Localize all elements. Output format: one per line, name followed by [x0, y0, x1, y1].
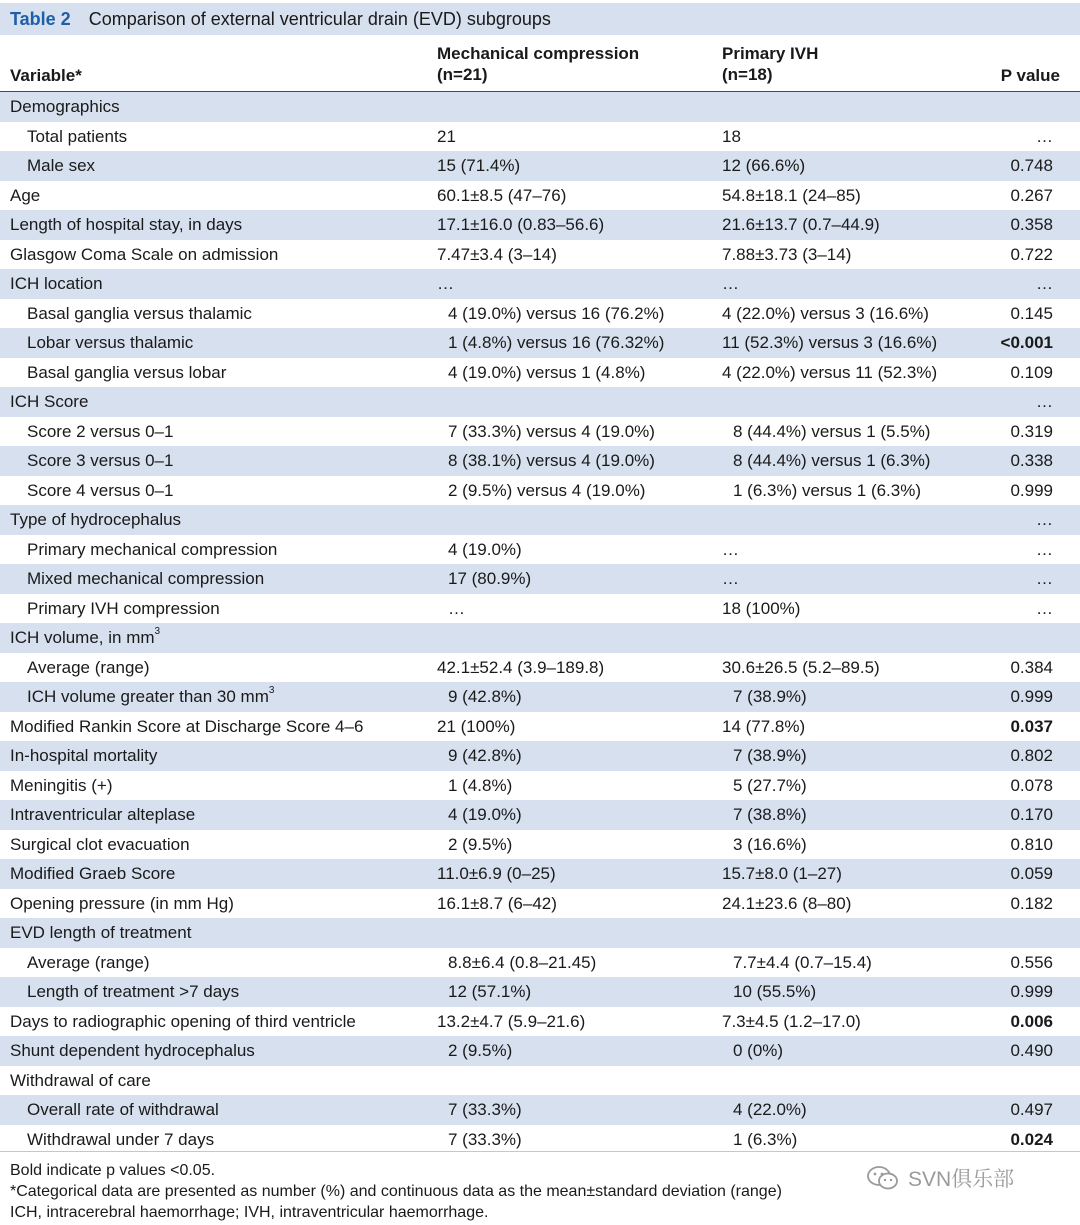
table-row: [0, 1066, 1080, 1096]
p-value-cell: 0.999: [1010, 480, 1053, 500]
primary-ivh-cell: 10 (55.5%): [733, 982, 817, 1001]
variable-cell: [10, 623, 160, 653]
table-row: [0, 358, 1080, 388]
mechanical-compression-cell: 1 (4.8%) versus 16 (76.32%): [448, 333, 665, 352]
variable-cell: [10, 889, 234, 919]
table-row: [0, 122, 1080, 152]
primary-ivh-cell: 8 (44.4%) versus 1 (6.3%): [733, 451, 931, 470]
variable-label: Primary mechanical compression: [27, 539, 278, 559]
primary-ivh-cell: …: [722, 569, 739, 588]
table-row: [0, 977, 1080, 1007]
mechanical-compression-cell: 2 (9.5%): [448, 1041, 513, 1060]
mechanical-compression-cell: 8.8±6.4 (0.8–21.45): [448, 952, 597, 972]
primary-ivh-cell: 24.1±23.6 (8–80): [722, 893, 852, 913]
p-value-cell: 0.109: [1010, 362, 1053, 382]
variable-label: Score 3 versus 0–1: [27, 451, 174, 470]
mechanical-compression-cell: 4 (19.0%): [448, 539, 522, 559]
footnote-abbreviations: ICH, intracerebral haemorrhage; IVH, intraventricular haemorrhage.: [10, 1204, 489, 1221]
variable-cell: [27, 328, 193, 358]
primary-ivh-cell: 54.8±18.1 (24–85): [722, 185, 861, 205]
primary-ivh-cell: 4 (22.0%) versus 3 (16.6%): [722, 303, 929, 323]
p-value-cell: …: [1036, 569, 1053, 588]
p-value-cell: 0.748: [1010, 156, 1053, 175]
mechanical-compression-cell: 1 (4.8%): [448, 775, 513, 795]
p-value-cell: 0.338: [1010, 451, 1053, 470]
table-row: [0, 151, 1080, 181]
variable-label: Demographics: [10, 97, 120, 116]
table-row: [0, 387, 1080, 417]
mechanical-compression-cell: 11.0±6.9 (0–25): [437, 864, 556, 883]
primary-ivh-cell: 18 (100%): [722, 598, 801, 618]
table-bottom-rule: [0, 1151, 1080, 1152]
primary-ivh-cell: 4 (22.0%) versus 11 (52.3%): [722, 362, 938, 382]
variable-cell: [27, 977, 239, 1007]
watermark-text: SVN俱乐部: [908, 1168, 1015, 1191]
primary-ivh-cell: 7 (38.9%): [733, 746, 807, 765]
header-primary-line2: (n=18): [722, 65, 773, 84]
table-row: [0, 269, 1080, 299]
header-primary-line1: Primary IVH: [722, 44, 819, 63]
primary-ivh-cell: 11 (52.3%) versus 3 (16.6%): [722, 333, 938, 352]
variable-cell: [10, 918, 191, 948]
variable-cell: [10, 92, 120, 122]
variable-cell: [27, 1125, 214, 1155]
p-value-cell: 0.006: [1010, 1011, 1053, 1031]
p-value-cell: 0.358: [1010, 215, 1053, 234]
primary-ivh-cell: 7.88±3.73 (3–14): [722, 244, 852, 264]
variable-label: ICH Score: [10, 392, 89, 411]
table-row: [0, 594, 1080, 624]
variable-label: ICH volume, in mm: [10, 628, 155, 647]
variable-label: Type of hydrocephalus: [10, 510, 182, 529]
p-value-cell: 0.497: [1010, 1100, 1053, 1119]
p-value-cell: 0.267: [1010, 185, 1053, 205]
header-mechanical-line2: (n=21): [437, 65, 488, 84]
p-value-cell: 0.037: [1010, 716, 1053, 736]
mechanical-compression-cell: 7 (33.3%): [448, 1100, 522, 1119]
table-row: [0, 1095, 1080, 1125]
primary-ivh-cell: 30.6±26.5 (5.2–89.5): [722, 657, 880, 677]
p-value-cell: 0.490: [1010, 1041, 1053, 1060]
table-row: [0, 623, 1080, 653]
variable-label: In-hospital mortality: [10, 746, 158, 765]
table-header-row: [0, 36, 1080, 92]
p-value-cell: 0.170: [1010, 805, 1053, 824]
table-row: [0, 653, 1080, 683]
variable-label: Primary IVH compression: [27, 598, 220, 618]
primary-ivh-cell: 5 (27.7%): [733, 775, 807, 795]
mechanical-compression-cell: 2 (9.5%) versus 4 (19.0%): [448, 480, 646, 500]
primary-ivh-cell: 18: [722, 126, 741, 146]
variable-cell: [10, 741, 157, 771]
variable-label: Days to radiographic opening of third ventricle: [10, 1011, 356, 1031]
primary-ivh-cell: 7.3±4.5 (1.2–17.0): [722, 1011, 861, 1031]
mechanical-compression-cell: 8 (38.1%) versus 4 (19.0%): [448, 451, 655, 470]
mechanical-compression-cell: 13.2±4.7 (5.9–21.6): [437, 1011, 586, 1031]
table-row: [0, 210, 1080, 240]
p-value-cell: 0.999: [1010, 687, 1053, 706]
table-row: [0, 948, 1080, 978]
variable-cell: [10, 181, 40, 211]
primary-ivh-cell: 3 (16.6%): [733, 834, 807, 854]
primary-ivh-cell: 0 (0%): [733, 1041, 784, 1060]
table-row: [0, 800, 1080, 830]
variable-cell: [10, 800, 195, 830]
primary-ivh-cell: …: [722, 274, 739, 293]
p-value-cell: …: [1036, 274, 1053, 293]
primary-ivh-cell: 15.7±8.0 (1–27): [722, 864, 842, 883]
variable-cell: [10, 1036, 255, 1066]
variable-cell: [10, 712, 363, 742]
variable-label: Shunt dependent hydrocephalus: [10, 1041, 255, 1060]
variable-label: Modified Graeb Score: [10, 864, 176, 883]
variable-cell: [27, 151, 95, 181]
wechat-icon: [866, 1165, 900, 1191]
variable-cell: [10, 1007, 356, 1037]
table-row: [0, 1036, 1080, 1066]
variable-label: Length of hospital stay, in days: [10, 215, 243, 234]
variable-label: Surgical clot evacuation: [10, 834, 190, 854]
mechanical-compression-cell: 21: [437, 126, 456, 146]
variable-label: Meningitis (+): [10, 775, 113, 795]
variable-label: Overall rate of withdrawal: [27, 1100, 219, 1119]
table-row: [0, 181, 1080, 211]
variable-cell: [10, 771, 113, 801]
primary-ivh-cell: 7 (38.8%): [733, 805, 807, 824]
variable-cell: [10, 387, 88, 417]
table-footnotes: [10, 1160, 782, 1223]
p-value-cell: 0.810: [1010, 834, 1053, 854]
mechanical-compression-cell: 21 (100%): [437, 716, 516, 736]
variable-label: Withdrawal of care: [10, 1070, 151, 1090]
primary-ivh-cell: 7.7±4.4 (0.7–15.4): [733, 952, 872, 972]
primary-ivh-cell: 7 (38.9%): [733, 687, 807, 706]
primary-ivh-cell: 4 (22.0%): [733, 1100, 807, 1119]
mechanical-compression-cell: …: [448, 598, 465, 618]
variable-cell: [10, 240, 278, 270]
variable-cell: [10, 210, 242, 240]
variable-label: Modified Rankin Score at Discharge Score 4–6: [10, 716, 364, 736]
header-primary-ivh: [722, 43, 818, 85]
mechanical-compression-cell: 12 (57.1%): [448, 982, 532, 1001]
table-row: [0, 535, 1080, 565]
variable-label: Opening pressure (in mm Hg): [10, 893, 234, 913]
table-row: [0, 240, 1080, 270]
p-value-cell: 0.722: [1010, 244, 1053, 264]
table-row: [0, 417, 1080, 447]
variable-label: Age: [10, 185, 41, 205]
table-row: [0, 446, 1080, 476]
table-row: [0, 918, 1080, 948]
variable-cell: [10, 269, 103, 299]
variable-cell: [10, 859, 175, 889]
variable-cell: [27, 948, 150, 978]
table-row: [0, 682, 1080, 712]
variable-label: Glasgow Coma Scale on admission: [10, 244, 279, 264]
mechanical-compression-cell: 4 (19.0%) versus 16 (76.2%): [448, 303, 665, 323]
mechanical-compression-cell: 60.1±8.5 (47–76): [437, 185, 567, 205]
variable-label: Male sex: [27, 156, 96, 175]
header-mechanical: [437, 43, 639, 85]
variable-label: Total patients: [27, 126, 128, 146]
variable-cell: [27, 446, 173, 476]
table-title-bar: [0, 3, 1080, 35]
variable-label: Basal ganglia versus thalamic: [27, 303, 252, 323]
header-p-value: P value: [1000, 66, 1060, 85]
table-row: [0, 328, 1080, 358]
variable-label: ICH volume greater than 30 mm: [27, 687, 269, 706]
variable-label: Intraventricular alteplase: [10, 805, 196, 824]
primary-ivh-cell: 8 (44.4%) versus 1 (5.5%): [733, 421, 931, 441]
table-row: [0, 830, 1080, 860]
variable-cell: [27, 417, 173, 447]
primary-ivh-cell: …: [722, 539, 739, 559]
mechanical-compression-cell: 17.1±16.0 (0.83–56.6): [437, 215, 605, 234]
variable-cell: [10, 1066, 151, 1096]
variable-cell: [10, 830, 190, 860]
p-value-cell: 0.319: [1010, 421, 1053, 441]
mechanical-compression-cell: 7.47±3.4 (3–14): [437, 244, 557, 264]
mechanical-compression-cell: 17 (80.9%): [448, 569, 532, 588]
table-row: [0, 859, 1080, 889]
variable-cell: [27, 594, 220, 624]
variable-cell: [10, 505, 181, 535]
primary-ivh-cell: 1 (6.3%) versus 1 (6.3%): [733, 480, 922, 500]
p-value-cell: …: [1036, 392, 1053, 411]
footnote-bold: Bold indicate p values <0.05.: [10, 1162, 216, 1179]
table-number: Table 2: [10, 8, 71, 29]
variable-cell: [27, 653, 150, 683]
p-value-cell: …: [1036, 598, 1053, 618]
p-value-cell: …: [1036, 126, 1053, 146]
mechanical-compression-cell: …: [437, 274, 454, 293]
p-value-cell: <0.001: [1000, 333, 1053, 352]
variable-cell: [27, 682, 274, 712]
table-row: [0, 1125, 1080, 1155]
table-row: [0, 505, 1080, 535]
primary-ivh-cell: 12 (66.6%): [722, 156, 806, 175]
mechanical-compression-cell: 2 (9.5%): [448, 834, 513, 854]
variable-cell: [27, 1095, 219, 1125]
p-value-cell: 0.024: [1010, 1129, 1053, 1149]
mechanical-compression-cell: 4 (19.0%): [448, 805, 522, 824]
table-row: [0, 712, 1080, 742]
variable-label: Basal ganglia versus lobar: [27, 362, 227, 382]
mechanical-compression-cell: 9 (42.8%): [448, 746, 522, 765]
p-value-cell: 0.182: [1010, 893, 1053, 913]
variable-cell: [27, 122, 127, 152]
mechanical-compression-cell: 4 (19.0%) versus 1 (4.8%): [448, 362, 646, 382]
superscript: 3: [268, 685, 275, 697]
table-row: [0, 564, 1080, 594]
mechanical-compression-cell: 16.1±8.7 (6–42): [437, 893, 557, 913]
variable-label: Score 2 versus 0–1: [27, 421, 174, 441]
table-row: [0, 1007, 1080, 1037]
variable-cell: [27, 476, 173, 506]
variable-label: Average (range): [27, 657, 150, 677]
mechanical-compression-cell: 7 (33.3%): [448, 1129, 522, 1149]
table-caption: Comparison of external ventricular drain (EVD) subgroups: [88, 8, 551, 29]
watermark: [866, 1163, 1046, 1193]
variable-label: Length of treatment >7 days: [27, 982, 240, 1001]
primary-ivh-cell: 21.6±13.7 (0.7–44.9): [722, 215, 880, 234]
p-value-cell: 0.999: [1010, 982, 1053, 1001]
table-row: [0, 476, 1080, 506]
p-value-cell: 0.384: [1010, 657, 1053, 677]
variable-label: Average (range): [27, 952, 150, 972]
variable-cell: [27, 564, 264, 594]
variable-cell: [27, 358, 226, 388]
variable-label: Score 4 versus 0–1: [27, 480, 174, 500]
header-mechanical-line1: Mechanical compression: [437, 44, 640, 63]
variable-label: EVD length of treatment: [10, 923, 192, 942]
p-value-cell: …: [1036, 510, 1053, 529]
mechanical-compression-cell: 15 (71.4%): [437, 156, 521, 175]
table-row: [0, 741, 1080, 771]
table-row: [0, 771, 1080, 801]
table-row: [0, 889, 1080, 919]
variable-label: Lobar versus thalamic: [27, 333, 194, 352]
variable-label: Mixed mechanical compression: [27, 569, 265, 588]
p-value-cell: 0.059: [1010, 864, 1053, 883]
table-body: [0, 92, 1080, 1154]
mechanical-compression-cell: 9 (42.8%): [448, 687, 522, 706]
table-row: [0, 92, 1080, 122]
p-value-cell: 0.078: [1010, 775, 1053, 795]
p-value-cell: 0.145: [1010, 303, 1053, 323]
primary-ivh-cell: 1 (6.3%): [733, 1129, 798, 1149]
p-value-cell: …: [1036, 539, 1053, 559]
p-value-cell: 0.556: [1010, 952, 1053, 972]
primary-ivh-cell: 14 (77.8%): [722, 716, 806, 736]
table-row: [0, 299, 1080, 329]
superscript: 3: [154, 626, 161, 638]
variable-label: Withdrawal under 7 days: [27, 1129, 215, 1149]
header-variable: Variable*: [10, 66, 82, 85]
p-value-cell: 0.802: [1010, 746, 1053, 765]
footnote-categorical: *Categorical data are presented as number (%) and continuous data as the mean±standard deviation (range): [10, 1183, 782, 1200]
variable-cell: [27, 299, 252, 329]
mechanical-compression-cell: 42.1±52.4 (3.9–189.8): [437, 657, 605, 677]
variable-cell: [27, 535, 277, 565]
variable-label: ICH location: [10, 274, 103, 293]
mechanical-compression-cell: 7 (33.3%) versus 4 (19.0%): [448, 421, 655, 441]
